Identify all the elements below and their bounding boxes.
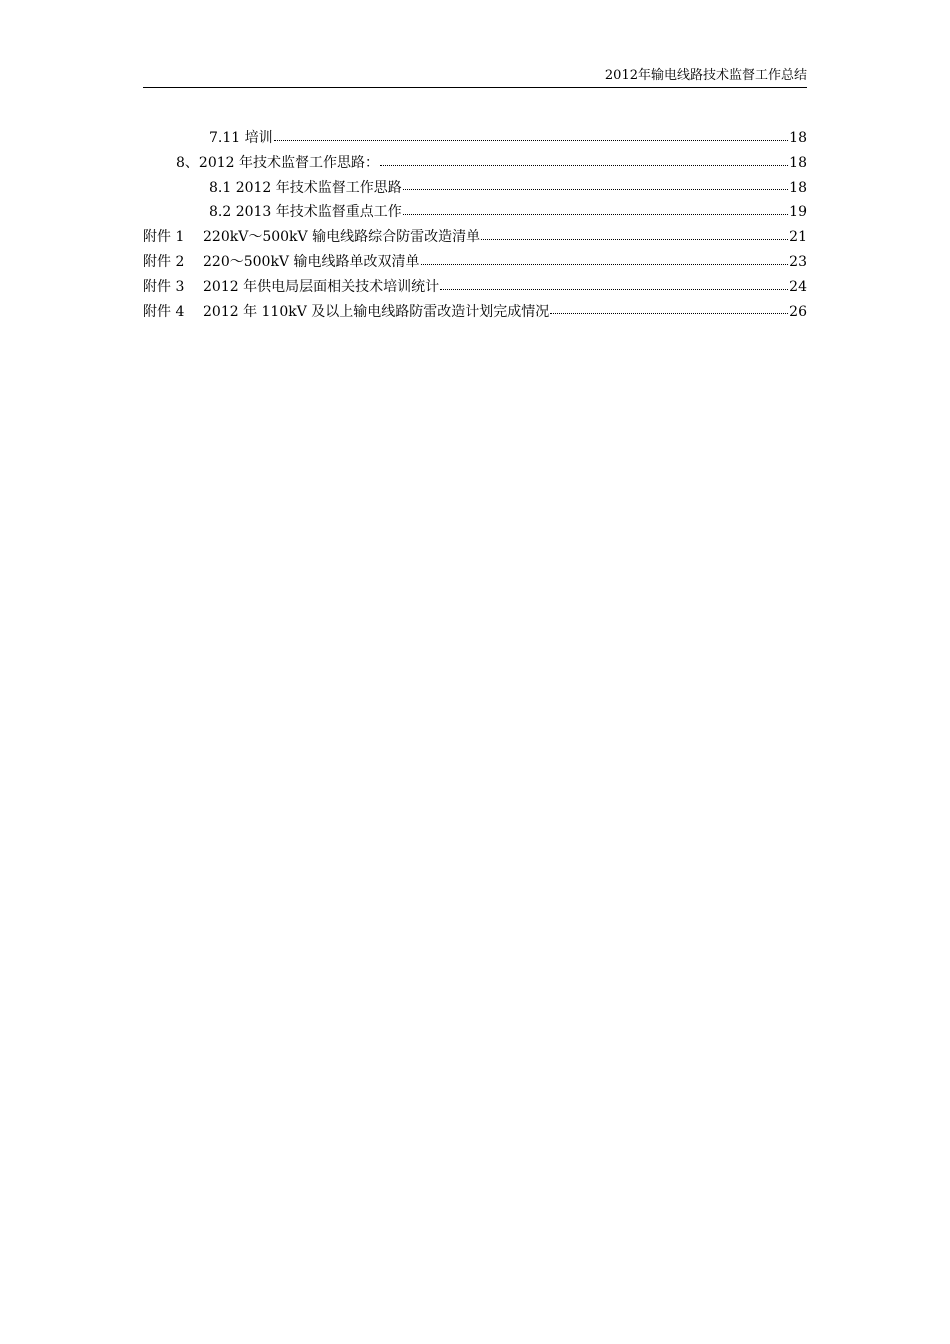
running-header: 2012年输电线路技术监督工作总结 [604, 68, 807, 83]
toc-attachment-label: 附件 4 [143, 303, 185, 320]
toc-entry-page: 21 [789, 229, 807, 246]
toc-entry-page: 19 [789, 204, 807, 221]
toc-entry[interactable] [143, 151, 807, 176]
toc-entry-title: 8.1 2012 年技术监督工作思路 [209, 179, 402, 196]
toc-entry[interactable] [143, 200, 807, 225]
toc-leader-dots [403, 189, 788, 190]
toc-entry-title: 7.11 培训 [209, 130, 273, 146]
toc-entry-page: 24 [789, 278, 807, 295]
toc-entry-title: 8、2012 年技术监督工作思路： [176, 154, 379, 171]
toc-leader-dots [274, 140, 789, 141]
toc-entry-title: 220kV～500kV 输电线路综合防雷改造清单 [203, 229, 481, 246]
toc-entry-attachment[interactable] [143, 225, 807, 250]
toc-entry-title: 2012 年 110kV 及以上输电线路防雷改造计划完成情况 [203, 303, 550, 320]
toc-entry-page: 26 [789, 303, 807, 320]
toc-entry-page: 18 [789, 179, 807, 196]
toc-entry-page: 23 [789, 253, 807, 270]
toc-leader-dots [380, 165, 788, 166]
toc-leader-dots [440, 289, 788, 290]
table-of-contents [143, 126, 807, 324]
header-rule [143, 87, 807, 88]
toc-attachment-label: 附件 2 [143, 253, 185, 270]
toc-entry-page: 18 [789, 130, 807, 146]
toc-entry-page: 18 [789, 154, 807, 171]
toc-entry[interactable] [143, 176, 807, 201]
toc-entry[interactable] [143, 126, 807, 151]
toc-leader-dots [421, 264, 789, 265]
toc-entry-title: 8.2 2013 年技术监督重点工作 [209, 204, 402, 221]
toc-entry-title: 2012 年供电局层面相关技术培训统计 [203, 278, 440, 295]
toc-leader-dots [481, 239, 788, 240]
toc-attachment-label: 附件 3 [143, 278, 185, 295]
toc-entry-attachment[interactable] [143, 250, 807, 275]
toc-leader-dots [403, 214, 788, 215]
toc-leader-dots [550, 313, 788, 314]
toc-attachment-label: 附件 1 [143, 229, 185, 246]
toc-entry-title: 220～500kV 输电线路单改双清单 [203, 253, 420, 270]
toc-entry-attachment[interactable] [143, 300, 807, 325]
toc-entry-attachment[interactable] [143, 275, 807, 300]
